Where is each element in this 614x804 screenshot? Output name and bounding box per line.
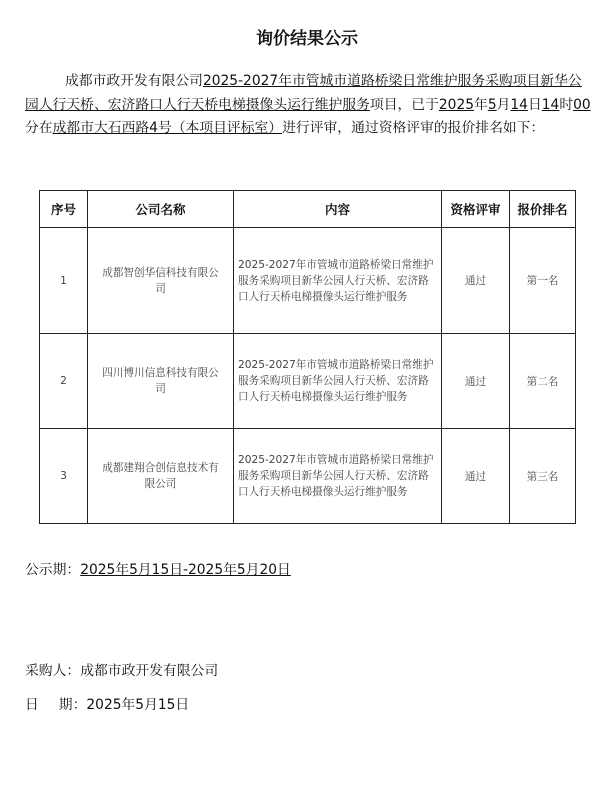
row-rank: 第二名: [510, 334, 576, 429]
header-company: 公司名称: [88, 191, 234, 228]
row-review: 通过: [442, 429, 510, 524]
date-line: [25, 693, 189, 713]
purchaser-value: 成都市政开发有限公司: [80, 663, 219, 679]
intro-text: 年: [474, 96, 488, 113]
row-content: 2025-2027年市管城市道路桥梁日常维护服务采购项目新华公园人行天桥、宏济路口人行天桥电梯摄像头运行维护服务: [234, 334, 442, 429]
eval-day: 14: [510, 96, 528, 113]
eval-place: 成都市大石西路4号（本项目评标室）: [52, 120, 283, 136]
intro-text: 项目，已于: [369, 96, 439, 113]
row-company: 四川博川信息科技有限公司: [88, 334, 234, 429]
intro-text: 进行评审，通过资格评审的报价排名如下：: [282, 120, 545, 136]
row-content: 2025-2027年市管城市道路桥梁日常维护服务采购项目新华公园人行天桥、宏济路口人行天桥电梯摄像头运行维护服务: [234, 228, 442, 334]
intro-text: 分在: [25, 120, 53, 136]
row-company: 成都智创华信科技有限公司: [88, 228, 234, 334]
buyer-name: 成都市政开发有限公司: [65, 73, 203, 89]
date-label-b: 期：: [58, 697, 87, 713]
eval-month: 5: [487, 96, 497, 113]
row-review: 通过: [442, 228, 510, 334]
eval-minute: 00: [573, 96, 591, 113]
table-row: [40, 228, 576, 334]
header-no: 序号: [40, 191, 88, 228]
purchaser-label: 采购人：: [25, 663, 81, 679]
date-label-a: 日: [25, 697, 39, 713]
header-review: 资格评审: [442, 191, 510, 228]
date-value: 2025年5月15日: [86, 697, 190, 713]
row-no: 3: [40, 429, 88, 524]
eval-hour: 14: [541, 96, 560, 113]
header-rank: 报价排名: [510, 191, 576, 228]
row-no: 1: [40, 228, 88, 334]
row-rank: 第三名: [510, 429, 576, 524]
publicity-label: 公示期：: [25, 562, 81, 578]
intro-paragraph: [25, 70, 595, 141]
table-header-row: [40, 191, 576, 228]
eval-year: 2025: [438, 96, 475, 113]
row-company: 成都建翔合创信息技术有限公司: [88, 429, 234, 524]
row-no: 2: [40, 334, 88, 429]
table-row: [40, 429, 576, 524]
publicity-period: [25, 558, 291, 578]
page-title: 询价结果公示: [256, 29, 358, 49]
intro-text: 时: [559, 96, 574, 113]
intro-text: 日: [527, 96, 542, 113]
header-content: 内容: [234, 191, 442, 228]
publicity-value: 2025年5月15日-2025年5月20日: [80, 562, 291, 578]
table-row: [40, 334, 576, 429]
row-review: 通过: [442, 334, 510, 429]
purchaser-line: [25, 659, 218, 679]
results-table: [39, 190, 576, 524]
row-content: 2025-2027年市管城市道路桥梁日常维护服务采购项目新华公园人行天桥、宏济路口人行天桥电梯摄像头运行维护服务: [234, 429, 442, 524]
intro-text: 月: [496, 96, 511, 113]
row-rank: 第一名: [510, 228, 576, 334]
project-name: 2025-2027年市管城市道路桥梁日常维护服务采购项目新华公园人行天桥、宏济路口人行天桥电梯摄像头运行维护服务: [25, 73, 582, 113]
